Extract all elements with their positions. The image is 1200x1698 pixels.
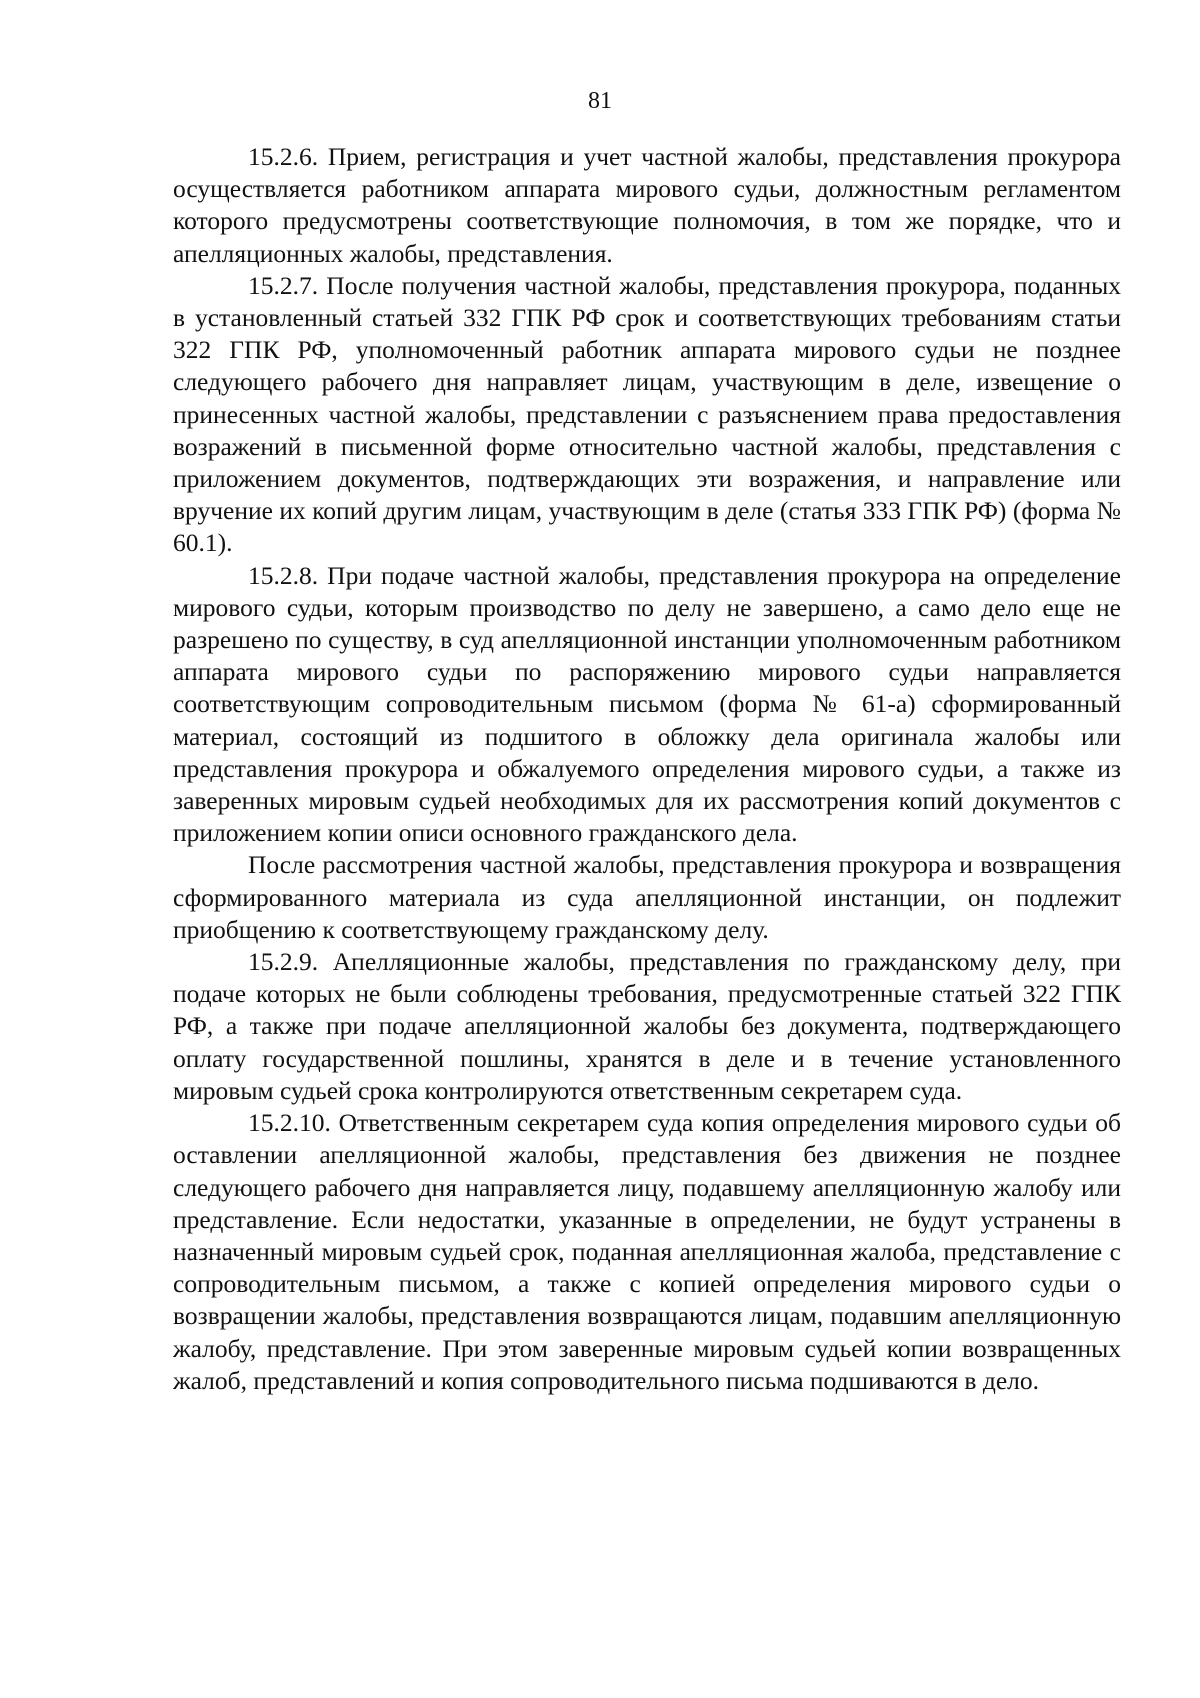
document-body <box>173 141 1121 1397</box>
paragraph-15-2-10: 15.2.10. Ответственным секретарем суда копия определения мирового судьи об оставлении апелляционной жалобы, представления без движения не позднее следующего рабочего дня направляется лицу, подавшему апелляционную жалобу или представление. Если недостатки, указанные в определении, не будут устранены в назначенный мировым судьей срок, поданная апелляционная жалоба, представление с сопроводительным письмом, а также с копией определения мирового судьи о возвращении жалобы, представления возвращаются лицам, подавшим апелляционную жалобу, представление. При этом заверенные мировым судьей копии возвращенных жалоб, представлений и копия сопроводительного письма подшиваются в дело. <box>173 1108 1121 1395</box>
paragraph-15-2-6: 15.2.6. Прием, регистрация и учет частной жалобы, представления прокурора осуществляется работником аппарата мирового судьи, должностным регламентом которого предусмотрены соответствующие полномочия, в том же порядке, что и апелляционных жалобы, представления. <box>173 142 1121 268</box>
paragraph-after-review: После рассмотрения частной жалобы, представления прокурора и возвращения сформированного материала из суда апелляционной инстанции, он подлежит приобщению к соответствующему гражданскому делу. <box>173 850 1121 944</box>
paragraph-15-2-9: 15.2.9. Апелляционные жалобы, представления по гражданскому делу, при подаче которых не были соблюдены требования, предусмотренные статьей 322 ГПК РФ, а также при подаче апелляционной жалобы без документа, подтверждающего оплату государственной пошлины, хранятся в деле и в течение установленного мировым судьей срока контролируются ответственным секретарем суда. <box>173 947 1121 1105</box>
paragraph-15-2-7: 15.2.7. После получения частной жалобы, представления прокурора, поданных в установленный статьей 332 ГПК РФ срок и соответствующих требованиям статьи 322 ГПК РФ, уполномоченный работник аппарата мирового судьи не позднее следующего рабочего дня направляет лицам, участвующим в деле, извещение о принесенных частной жалобы, представлении с разъяснением права предоставления возражений в письменной форме относительно частной жалобы, представления с приложением документов, подтверждающих эти возражения, и направление или вручение их копий другим лицам, участвующим в деле (статья 333 ГПК РФ) (форма № 60.1). <box>173 270 1121 558</box>
page-number: 81 <box>588 88 612 114</box>
paragraph-15-2-8: 15.2.8. При подаче частной жалобы, представления прокурора на определение мирового судьи, которым производство по делу не завершено, а само дело еще не разрешено по существу, в суд апелляционной инстанции уполномоченным работником аппарата мирового судьи по распоряжению мирового судьи направляется соответствующим сопроводительным письмом (форма № 61-а) сформированный материал, состоящий из подшитого в обложку дела оригинала жалобы или представления прокурора и обжалуемого определения мирового судьи, а также из заверенных мировым судьей необходимых для их рассмотрения копий документов с приложением копии описи основного гражданского дела. <box>173 560 1121 848</box>
